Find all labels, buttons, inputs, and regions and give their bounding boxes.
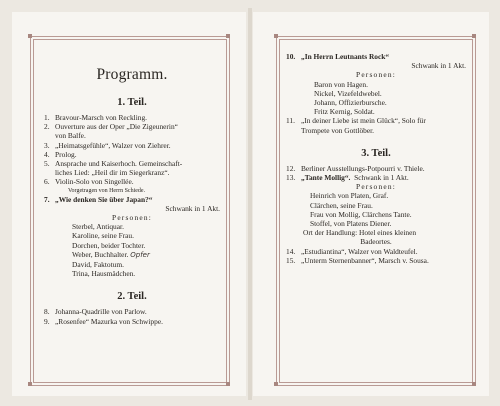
program-item: 12. Berliner Ausstellungs-Potpourri v. Thiele. — [286, 163, 425, 173]
program-item: 1. Bravour-Marsch von Reckling. — [44, 113, 148, 122]
cast-member: Karoline, seine Frau. — [72, 231, 134, 241]
part-2-heading: 2. Teil. — [117, 291, 147, 303]
frame-corner — [472, 382, 476, 386]
frame-corner — [226, 34, 230, 38]
program-item-continuation: von Balfe. — [55, 131, 86, 141]
program-item: 5. Ansprache und Kaiserhoch. Gemeinschaft- — [44, 159, 183, 169]
part-1-heading: 1. Teil. — [117, 97, 147, 108]
cast-member: Weber, Buchhalter. — [72, 249, 129, 259]
cast-member-row — [72, 250, 220, 260]
play-subtitle: Schwank in 1 Akt. — [165, 203, 220, 213]
cast-member: Dorchen, beider Tochter. — [72, 240, 146, 250]
program-item: 3. „Heimatsgefühle“, Walzer von Ziehrer. — [44, 140, 171, 150]
program-item: 9. „Rosenfee“ Mazurka von Schwippe. — [44, 316, 163, 326]
program-item: 4. Prolog. — [44, 149, 77, 159]
play-subtitle: Schwank in 1 Akt. — [354, 173, 409, 183]
frame-corner — [226, 382, 230, 386]
page-fold — [248, 8, 252, 400]
cast-heading: Personen: — [356, 182, 396, 192]
cast-member: Johann, Offizierbursche. — [314, 98, 387, 108]
cast-member: Sterbel, Antiquar. — [72, 222, 124, 232]
right-content — [286, 52, 466, 265]
program-item: 14. „Estudiantina“, Walzer von Waldteufel. — [286, 246, 418, 256]
cast-member: Clärchen, seine Frau. — [310, 200, 373, 210]
cast-list — [286, 191, 466, 228]
cast-member: Stoffel, von Platens Diener. — [310, 219, 392, 229]
program-item: 7. „Wie denken Sie über Japan?“ — [44, 194, 153, 204]
frame-corner — [472, 34, 476, 38]
cast-list — [286, 80, 466, 117]
cast-heading: Personen: — [112, 213, 152, 223]
cast-member: Frau von Mollig, Clärchens Tante. — [310, 209, 412, 219]
frame-corner — [28, 382, 32, 386]
page-title: Programm. — [96, 66, 168, 83]
cast-member: Trina, Hausmädchen. — [72, 269, 136, 279]
program-item: 8. Johanna-Quadrille von Parlow. — [44, 307, 147, 317]
performer-note: Vorgetragen von Herrn Schiede. — [68, 187, 146, 194]
play-subtitle: Schwank in 1 Akt. — [411, 61, 466, 71]
cast-member: Heinrich von Platen, Graf. — [310, 191, 389, 201]
program-item: 2. Ouverture aus der Oper „Die Zigeunerin“ — [44, 122, 178, 132]
left-content — [44, 66, 220, 326]
setting-note-continuation: Badeortes. — [360, 237, 392, 247]
program-item: 11. „In deiner Liebe ist mein Glück“, Solo für — [286, 116, 426, 126]
program-item-continuation: Trompete von Gottlöber. — [301, 125, 375, 135]
cast-heading: Personen: — [356, 70, 396, 80]
cast-list — [44, 222, 220, 278]
cast-member: Fritz Kernig, Soldat. — [314, 107, 375, 117]
program-item: 15. „Unterm Sternenbanner“, Marsch v. Sousa. — [286, 255, 429, 265]
part-3-heading: 3. Teil. — [361, 147, 391, 159]
handwritten-annotation: Opfer — [130, 250, 150, 259]
program-item: 10. „In Herrn Leutnants Rock“ — [286, 52, 390, 61]
setting-note: Ort der Handlung: Hotel eines kleinen — [303, 228, 417, 238]
play-title: „Tante Mollig“. — [301, 173, 351, 183]
cast-member: Nickel, Vizefeldwebel. — [314, 88, 382, 98]
cast-member: David, Faktotum. — [72, 260, 124, 270]
program-item: 13. „Tante Mollig“. Schwank in 1 Akt. — [286, 173, 409, 183]
program-item-continuation: liches Lied: „Heil dir im Siegerkranz“. — [55, 168, 170, 178]
frame-corner — [28, 34, 32, 38]
frame-corner — [274, 34, 278, 38]
frame-corner — [274, 382, 278, 386]
program-item: 6. Violin-Solo von Singellée. — [44, 177, 134, 187]
cast-member: Baron von Hagen. — [314, 79, 368, 89]
